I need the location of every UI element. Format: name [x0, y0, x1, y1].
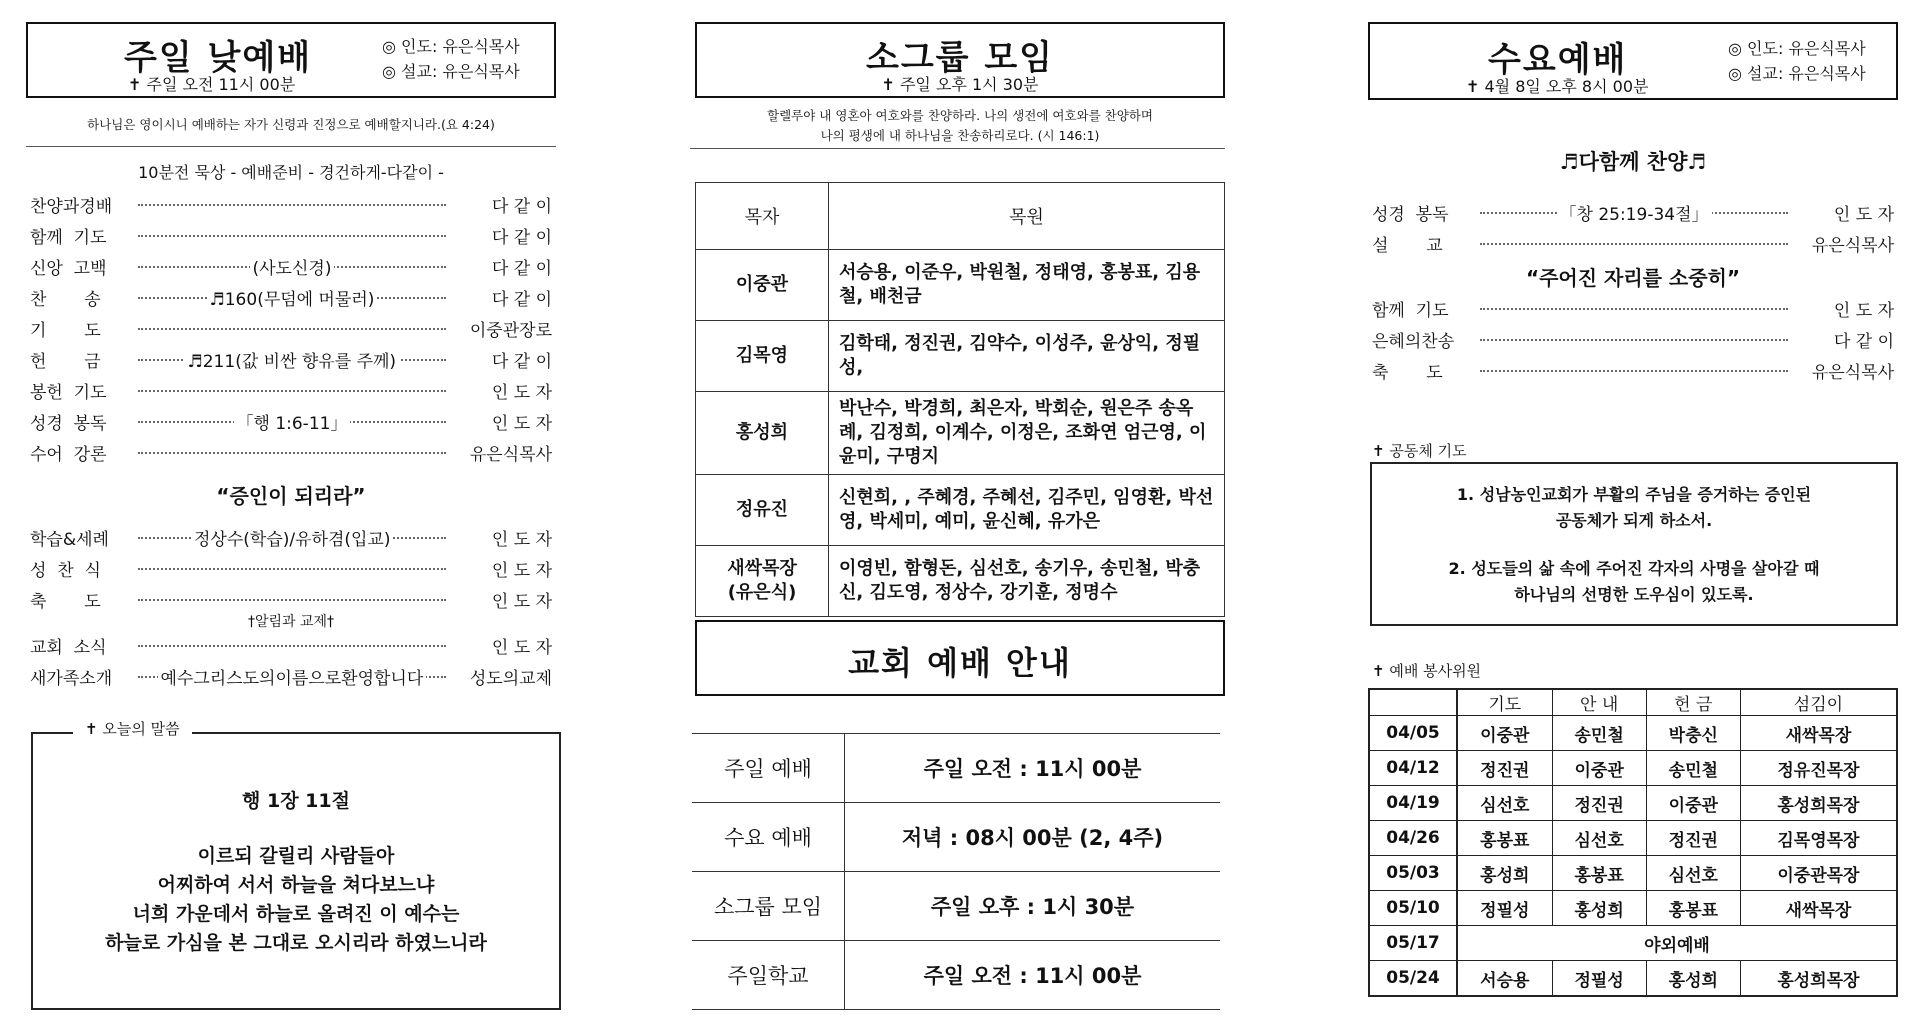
duty-row: [1369, 856, 1897, 891]
dotted-leader: [1480, 243, 1788, 245]
member-names: 박난수, 박경희, 최은자, 박회순, 원은주 송옥례, 김정희, 이계수, 이정은, 조화연 엄근영, 이윤미, 구명지: [829, 392, 1225, 475]
pastor-header: 목자: [696, 183, 829, 250]
order-item-label: 설 교: [1372, 236, 1443, 256]
sunday-title-box: [26, 22, 556, 98]
duty-person: 홍성희: [1552, 891, 1646, 926]
duty-person: 정필성: [1457, 891, 1552, 926]
small-group-verse-line-2: 나의 평생에 내 하나님을 찬송하리로다. (시 146:1): [820, 128, 1100, 143]
order-item-responsible: 성도의교제: [469, 669, 552, 689]
schedule-row: [692, 734, 1220, 803]
duty-person: 홍성희: [1646, 961, 1740, 997]
order-row: [1368, 327, 1898, 357]
duty-person: 이중관: [1552, 751, 1646, 786]
duty-date: 05/17: [1369, 926, 1457, 961]
order-item-responsible: 다 같 이: [491, 290, 552, 310]
schedule-service-name: 소그룹 모임: [692, 872, 845, 941]
small-group-row: [696, 546, 1225, 617]
duty-person: 정유진목장: [1740, 751, 1897, 786]
order-item-responsible: 인 도 자: [1833, 301, 1894, 321]
prayer-1-line-2: 공동체가 되게 하소서.: [1555, 511, 1713, 530]
wednesday-time: ✝ 4월 8일 오후 8시 00분: [1466, 77, 1649, 96]
order-item-label: 헌 금: [30, 352, 101, 372]
duty-person: 새싹목장: [1740, 716, 1897, 751]
duty-column-header: 섬김이: [1740, 689, 1897, 716]
order-item-responsible: 인 도 자: [491, 383, 552, 403]
order-row: [26, 192, 556, 222]
order-row: [1368, 200, 1898, 230]
dotted-leader: [138, 599, 446, 601]
duty-person: 송민철: [1646, 751, 1740, 786]
order-item-detail: (사도신경): [250, 254, 335, 279]
order-row: [26, 440, 556, 470]
duty-person: 홍성희목장: [1740, 961, 1897, 997]
duty-person: 송민철: [1552, 716, 1646, 751]
duty-person: 이중관: [1457, 716, 1552, 751]
small-group-title: 소그룹 모임: [865, 38, 1055, 78]
schedule-row: [692, 872, 1220, 941]
order-item-responsible: 인 도 자: [491, 530, 552, 550]
order-item-label: 성경 봉독: [30, 414, 107, 434]
wednesday-title: 수요예배: [1488, 40, 1628, 80]
duty-date: 04/12: [1369, 751, 1457, 786]
small-group-time: ✝ 주일 오후 1시 30분: [881, 75, 1039, 94]
small-group-row: [696, 392, 1225, 475]
duty-person: 정진권: [1457, 751, 1552, 786]
sunday-leaders: [382, 34, 520, 84]
sunday-leader: ◎ 인도: 유은식목사: [382, 37, 520, 56]
order-item-label: 찬양과경배: [30, 197, 113, 217]
order-item-label: 축 도: [30, 592, 101, 612]
sunday-time: ✝ 주일 오전 11시 00분: [128, 75, 296, 94]
duty-person: 정진권: [1646, 821, 1740, 856]
small-group-row: [696, 250, 1225, 321]
duty-committee-table: [1368, 688, 1898, 997]
dotted-leader: [138, 645, 446, 647]
worship-guide-title: 교회 예배 안내: [848, 644, 1072, 682]
order-item-label: 봉헌 기도: [30, 383, 107, 403]
member-names: 신현희, , 주혜경, 주혜선, 김주민, 임영환, 박선영, 박세미, 예미, 윤신혜, 유가은: [829, 475, 1225, 546]
today-word-line: 하늘로 가심을 본 그대로 오시리라 하였느니라: [105, 932, 487, 954]
order-item-detail: ♬211(값 비싼 향유를 주께): [185, 347, 400, 372]
duty-column-header: 헌 금: [1646, 689, 1740, 716]
schedule-service-name: 주일 예배: [692, 734, 845, 803]
today-word-reference: 행 1장 11절: [242, 790, 350, 812]
today-word-text: [33, 842, 559, 958]
order-row: [26, 347, 556, 377]
order-item-label: 새가족소개: [30, 669, 113, 689]
pastor-name: 홍성희: [696, 392, 829, 475]
sunday-prep: 10분전 묵상 - 예배준비 - 경건하게-다같이 -: [138, 163, 444, 182]
order-row: [26, 633, 556, 663]
dotted-leader: [138, 568, 446, 570]
sunday-title: 주일 낮예배: [124, 38, 313, 78]
worship-guide-title-box: [695, 620, 1225, 696]
wednesday-sermon-title: “주어진 자리를 소중히”: [1525, 266, 1741, 290]
duty-row: [1369, 751, 1897, 786]
order-item-label: 함께 기도: [30, 228, 107, 248]
duty-row: [1369, 961, 1897, 997]
small-group-verse-line-1: 할렐루야 내 영혼아 여호와를 찬양하라. 나의 생전에 여호와를 찬양하며: [767, 108, 1153, 123]
duty-date: 04/05: [1369, 716, 1457, 751]
sunday-sermon-title: “증인이 되리라”: [216, 484, 366, 508]
duty-column-header: 안 내: [1552, 689, 1646, 716]
dotted-leader: [138, 328, 446, 330]
order-item-responsible: 유은식목사: [1811, 236, 1894, 256]
sunday-notice-header: †알림과 교제†: [247, 614, 335, 630]
order-item-detail: 「행 1:6-11」: [234, 409, 351, 434]
schedule-row: [692, 941, 1220, 1010]
small-group-row: [696, 475, 1225, 546]
schedule-service-time: 주일 오전 : 11시 00분: [845, 734, 1221, 803]
duty-person: 심선호: [1457, 786, 1552, 821]
order-item-label: 함께 기도: [1372, 301, 1449, 321]
dotted-leader: [138, 204, 446, 206]
dotted-leader: [1480, 308, 1788, 310]
divider: [690, 148, 1225, 149]
duty-row: [1369, 821, 1897, 856]
duty-committee-tag: ✝ 예배 봉사위원: [1372, 662, 1482, 680]
order-item-responsible: 인 도 자: [1833, 205, 1894, 225]
duty-date-header: [1369, 689, 1457, 716]
order-item-responsible: 유은식목사: [1811, 363, 1894, 383]
order-item-responsible: 인 도 자: [491, 561, 552, 581]
order-item-detail: ♬160(무덤에 머물러): [207, 285, 378, 310]
duty-person: 홍봉표: [1457, 821, 1552, 856]
outdoor-worship-note: 야외예배: [1457, 926, 1897, 961]
order-item-responsible: 다 같 이: [491, 259, 552, 279]
duty-person: 정진권: [1552, 786, 1646, 821]
dotted-leader: [138, 452, 446, 454]
community-prayer-box: [1370, 462, 1898, 626]
duty-person: 홍봉표: [1646, 891, 1740, 926]
duty-person: 서승용: [1457, 961, 1552, 997]
order-item-detail: 예수그리스도의이름으로환영합니다: [158, 664, 427, 689]
order-item-responsible: 다 같 이: [491, 352, 552, 372]
order-row: [26, 664, 556, 694]
members-header: 목원: [829, 183, 1225, 250]
divider: [26, 146, 556, 147]
order-row: [26, 254, 556, 284]
order-item-label: 성경 봉독: [1372, 205, 1449, 225]
order-row: [26, 556, 556, 586]
order-item-responsible: 다 같 이: [1833, 332, 1894, 352]
order-row: [26, 378, 556, 408]
duty-person: 이중관: [1646, 786, 1740, 821]
duty-date: 05/03: [1369, 856, 1457, 891]
duty-person: 박충신: [1646, 716, 1740, 751]
duty-person: 새싹목장: [1740, 891, 1897, 926]
order-row: [1368, 358, 1898, 388]
today-word-line: 너희 가운데서 하늘로 올려진 이 예수는: [132, 903, 460, 925]
duty-column-header: 기도: [1457, 689, 1552, 716]
duty-person: 정필성: [1552, 961, 1646, 997]
duty-date: 04/26: [1369, 821, 1457, 856]
order-item-label: 신앙 고백: [30, 259, 107, 279]
duty-person: 홍봉표: [1552, 856, 1646, 891]
dotted-leader: [1480, 339, 1788, 341]
small-group-column: [690, 0, 1220, 1035]
order-item-responsible: 인 도 자: [491, 414, 552, 434]
today-word-line: 어찌하여 서서 하늘을 쳐다보느냐: [157, 874, 435, 896]
today-word-line: 이르되 갈릴리 사람들아: [197, 845, 395, 867]
pastor-name: 이중관: [696, 250, 829, 321]
order-item-label: 은혜의찬송: [1372, 332, 1455, 352]
order-item-label: 축 도: [1372, 363, 1443, 383]
order-item-label: 학습&세례: [30, 530, 109, 550]
duty-row: [1369, 716, 1897, 751]
prayer-2-line-2: 하나님의 선명한 도우심이 있도록.: [1514, 585, 1754, 604]
order-item-detail: 「창 25:19-34절」: [1557, 200, 1712, 225]
sunday-verse: 하나님은 영이시니 예배하는 자가 신령과 진정으로 예배할지니라.(요 4:24): [87, 117, 495, 132]
order-item-label: 수어 강론: [30, 445, 107, 465]
wednesday-praise: ♬다함께 찬양♬: [1559, 150, 1707, 174]
duty-header-row: [1369, 689, 1897, 716]
duty-person: 김목영목장: [1740, 821, 1897, 856]
schedule-service-time: 주일 오후 : 1시 30분: [845, 872, 1221, 941]
today-word-tag: ✝ 오늘의 말씀: [73, 718, 192, 739]
wednesday-title-box: [1368, 22, 1898, 100]
schedule-service-name: 수요 예배: [692, 803, 845, 872]
order-item-label: 찬 송: [30, 290, 101, 310]
duty-date: 05/10: [1369, 891, 1457, 926]
order-item-label: 성 찬 식: [30, 561, 101, 581]
prayer-1: [1372, 482, 1896, 534]
order-row: [26, 409, 556, 439]
worship-schedule-table: [692, 733, 1220, 1010]
pastor-name: 정유진: [696, 475, 829, 546]
schedule-row: [692, 803, 1220, 872]
order-row: [1368, 231, 1898, 261]
today-word-box: [31, 720, 561, 1010]
order-item-detail: 정상수(학습)/유하겸(입교): [191, 525, 393, 550]
small-group-title-box: [695, 22, 1225, 98]
schedule-service-time: 주일 오전 : 11시 00분: [845, 941, 1221, 1010]
duty-row-outdoor: [1369, 926, 1897, 961]
wednesday-leaders: [1728, 36, 1866, 86]
wednesday-leader: ◎ 인도: 유은식목사: [1728, 39, 1866, 58]
prayer-1-line-1: 1. 성남농인교회가 부활의 주님을 증거하는 증인된: [1456, 485, 1812, 504]
small-group-row: [696, 321, 1225, 392]
wednesday-service-column: [1368, 0, 1898, 1035]
prayer-2: [1372, 556, 1896, 608]
order-item-responsible: 인 도 자: [491, 638, 552, 658]
order-row: [26, 525, 556, 555]
duty-date: 04/19: [1369, 786, 1457, 821]
small-group-header-row: [696, 183, 1225, 250]
dotted-leader: [138, 390, 446, 392]
small-group-table: [695, 182, 1225, 617]
member-names: 김학태, 정진권, 김약수, 이성주, 윤상익, 정필성,: [829, 321, 1225, 392]
order-row: [26, 223, 556, 253]
duty-person: 심선호: [1646, 856, 1740, 891]
duty-person: 홍성희: [1457, 856, 1552, 891]
sunday-service-column: [26, 0, 556, 1035]
member-names: 이영빈, 함형돈, 심선호, 송기우, 송민철, 박충신, 김도영, 정상수, 강기훈, 정명수: [829, 546, 1225, 617]
community-prayer-tag: ✝ 공동체 기도: [1372, 442, 1467, 460]
prayer-2-line-1: 2. 성도들의 삶 속에 주어진 각자의 사명을 살아갈 때: [1448, 559, 1820, 578]
wednesday-preacher: ◎ 설교: 유은식목사: [1728, 64, 1866, 83]
order-item-responsible: 다 같 이: [491, 228, 552, 248]
order-item-responsible: 이중관장로: [469, 321, 552, 341]
order-item-responsible: 유은식목사: [469, 445, 552, 465]
duty-date: 05/24: [1369, 961, 1457, 997]
order-item-responsible: 다 같 이: [491, 197, 552, 217]
dotted-leader: [138, 235, 446, 237]
schedule-service-time: 저녁 : 08시 00분 (2, 4주): [845, 803, 1221, 872]
dotted-leader: [1480, 370, 1788, 372]
duty-row: [1369, 786, 1897, 821]
small-group-verse: [690, 106, 1230, 146]
duty-person: 홍성희목장: [1740, 786, 1897, 821]
order-item-label: 교회 소식: [30, 638, 107, 658]
order-item-label: 기 도: [30, 321, 101, 341]
member-names: 서승용, 이준우, 박원철, 정태영, 홍봉표, 김용철, 배천금: [829, 250, 1225, 321]
pastor-name: 새싹목장 (유은식): [696, 546, 829, 617]
order-item-responsible: 인 도 자: [491, 592, 552, 612]
duty-person: 심선호: [1552, 821, 1646, 856]
duty-person: 이중관목장: [1740, 856, 1897, 891]
pastor-name: 김목영: [696, 321, 829, 392]
order-row: [1368, 296, 1898, 326]
duty-row: [1369, 891, 1897, 926]
sunday-preacher: ◎ 설교: 유은식목사: [382, 62, 520, 81]
order-row: [26, 285, 556, 315]
order-row: [26, 316, 556, 346]
schedule-service-name: 주일학교: [692, 941, 845, 1010]
